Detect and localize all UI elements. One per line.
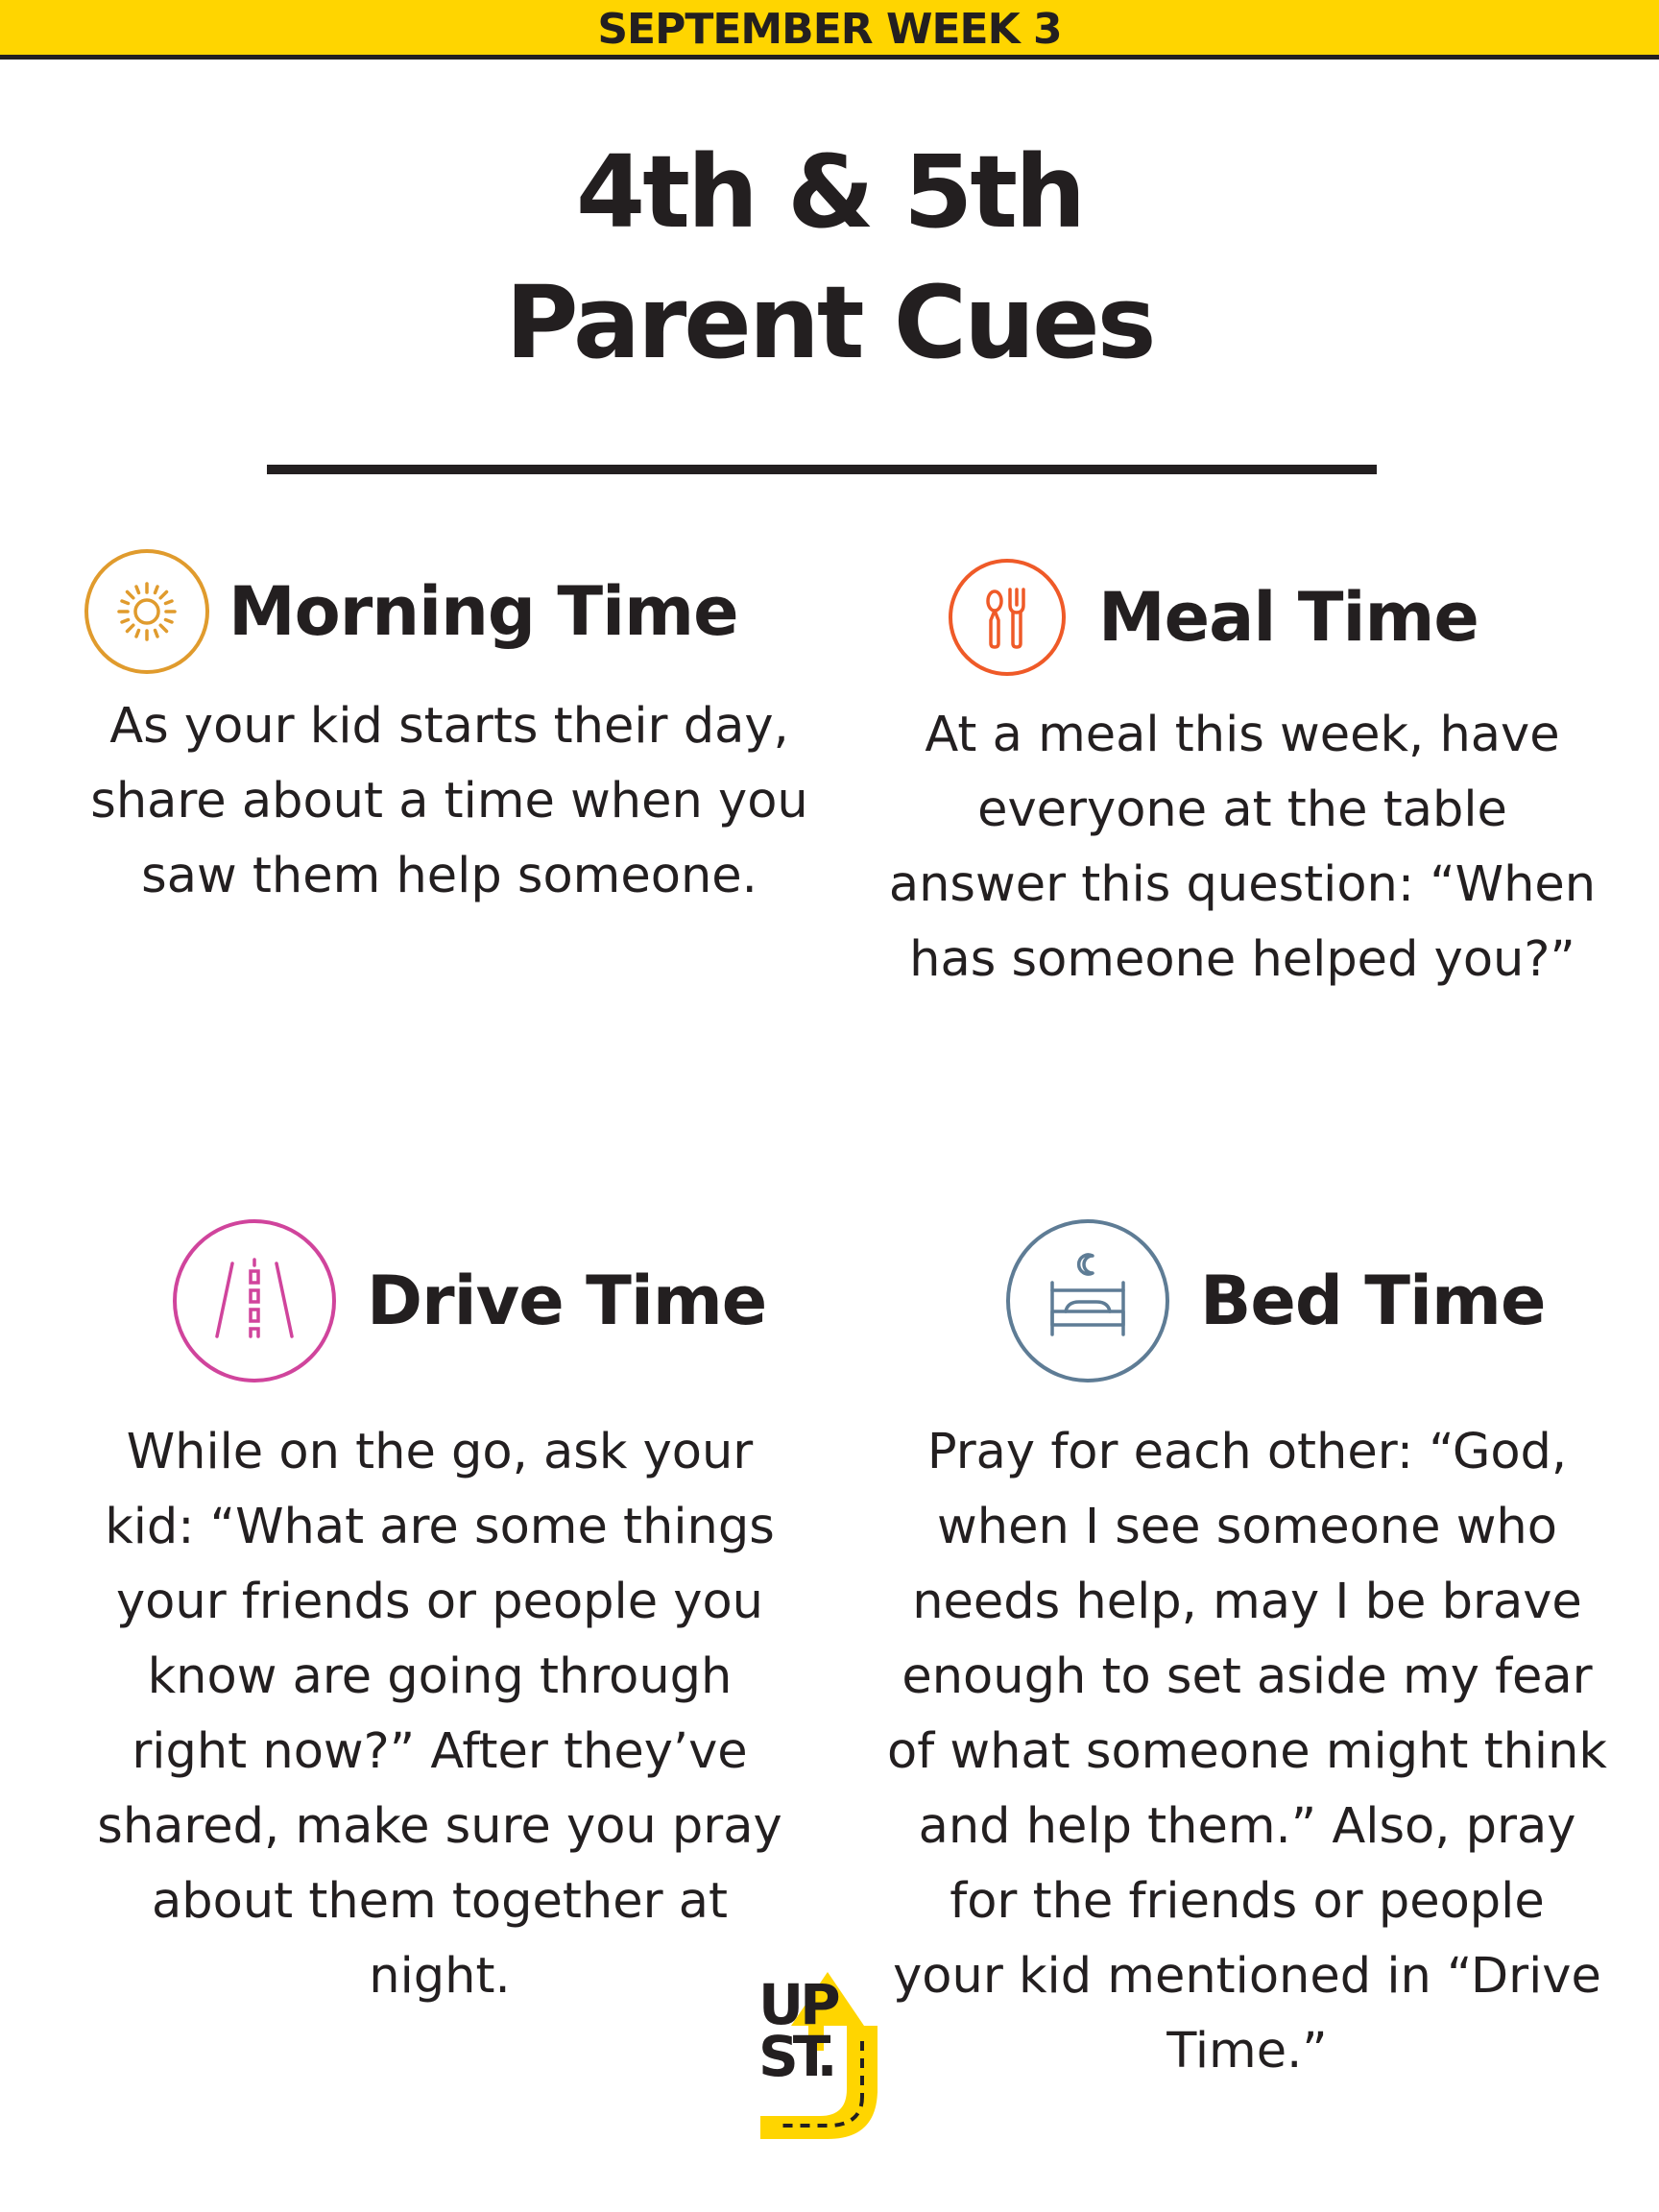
- logo-line-1: UP: [758, 1972, 837, 2037]
- bed-time-line: needs help, may I be brave: [912, 1574, 1582, 1630]
- utensils-icon: [949, 559, 1066, 676]
- title-divider: [267, 465, 1377, 474]
- page-title-line-1: 4th & 5th: [575, 133, 1084, 251]
- morning-time-header: [84, 549, 738, 674]
- meal-time-header: [949, 559, 1479, 676]
- morning-time-line: saw them help someone.: [141, 848, 757, 904]
- bed-time-line: and help them.” Also, pray: [918, 1798, 1576, 1855]
- bed-moon-icon: [1006, 1219, 1169, 1382]
- page-title-line-2: Parent Cues: [505, 264, 1154, 381]
- drive-time-line: right now?” After they’ve: [132, 1723, 748, 1780]
- meal-time-text: [868, 698, 1617, 998]
- drive-time-line: know are going through: [147, 1648, 733, 1705]
- meal-time-line: everyone at the table: [977, 781, 1507, 838]
- drive-time-line: your friends or people you: [115, 1574, 763, 1630]
- drive-time-line: night.: [369, 1948, 511, 2005]
- upstreet-logo-icon: [755, 1966, 927, 2139]
- sun-icon: [84, 549, 209, 674]
- bed-time-line: Pray for each other: “God,: [926, 1424, 1568, 1480]
- morning-time-title: Morning Time: [228, 572, 738, 651]
- bed-time-header: [1006, 1219, 1545, 1382]
- page-title: [0, 127, 1659, 388]
- drive-time-line: kid: “What are some things: [105, 1499, 775, 1555]
- meal-time-line: answer this question: “When: [888, 856, 1597, 913]
- meal-time-line: has someone helped you?”: [909, 931, 1575, 988]
- road-icon: [173, 1219, 336, 1382]
- bed-time-line: for the friends or people: [950, 1873, 1545, 1930]
- morning-time-text: [58, 689, 841, 914]
- logo-line-2: ST.: [758, 2024, 832, 2089]
- meal-time-title: Meal Time: [1098, 578, 1479, 657]
- bed-time-text: [868, 1415, 1626, 2089]
- meal-time-line: At a meal this week, have: [925, 707, 1560, 763]
- bed-time-line: of what someone might think: [887, 1723, 1607, 1780]
- drive-time-line: about them together at: [151, 1873, 729, 1930]
- bed-time-line: Time.”: [1166, 2023, 1328, 2080]
- bed-time-line: enough to set aside my fear: [902, 1648, 1593, 1705]
- drive-time-title: Drive Time: [367, 1262, 767, 1340]
- drive-time-text: [58, 1415, 822, 2014]
- banner-label: SEPTEMBER WEEK 3: [597, 5, 1062, 54]
- bed-time-line: your kid mentioned in “Drive: [893, 1948, 1601, 2005]
- drive-time-line: While on the go, ask your: [126, 1424, 754, 1480]
- morning-time-line: As your kid starts their day,: [109, 698, 789, 755]
- top-banner: [0, 0, 1659, 60]
- drive-time-header: [173, 1219, 766, 1382]
- bed-time-line: when I see someone who: [937, 1499, 1557, 1555]
- morning-time-line: share about a time when you: [90, 773, 808, 830]
- bed-time-title: Bed Time: [1200, 1262, 1546, 1340]
- drive-time-line: shared, make sure you pray: [97, 1798, 782, 1855]
